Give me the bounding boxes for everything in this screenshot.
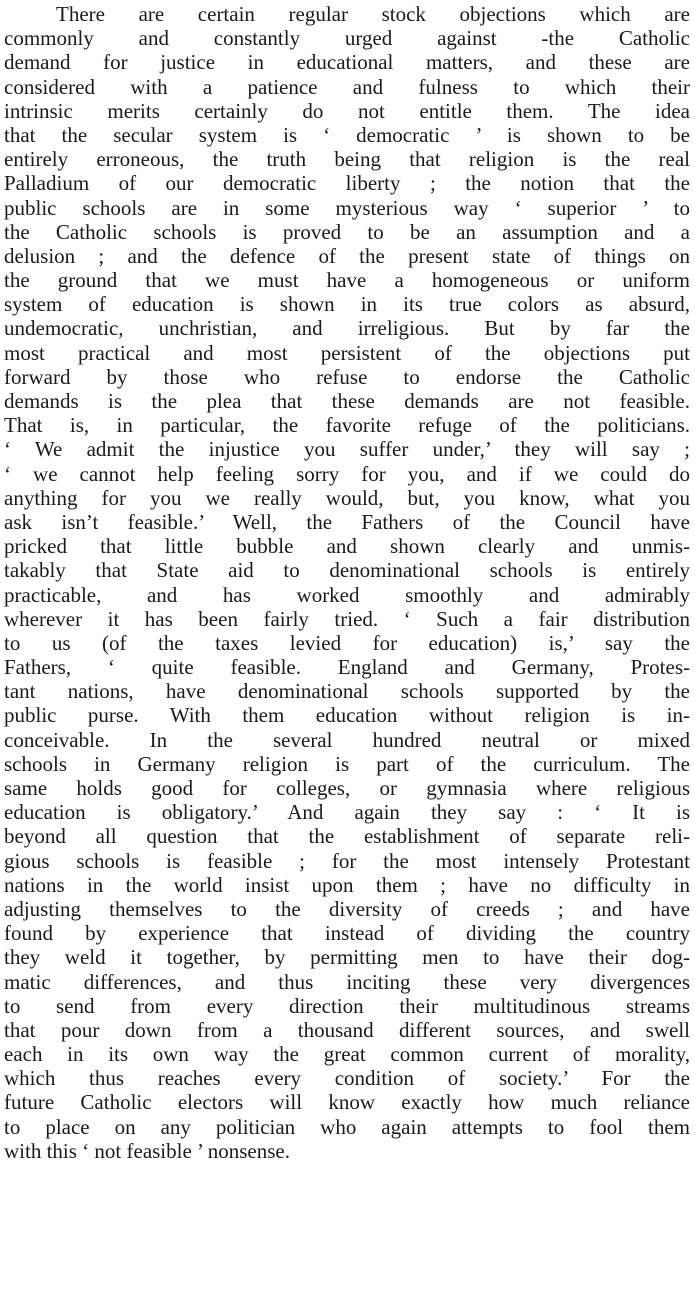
text-line-39: found by experience that instead of dividing the country — [4, 921, 690, 946]
text-line-30: public purse. With them education without religion is in- — [4, 703, 690, 728]
text-line-35: beyond all question that the establishment of separate reli- — [4, 824, 690, 849]
text-line-20: ‘ we cannot help feeling sorry for you, and if we could do — [4, 461, 690, 486]
text-line-1: There are certain regular stock objections which are — [56, 2, 690, 26]
article-text-column — [4, 2, 690, 1163]
text-line-9: public schools are in some mysterious way ‘ superior ’ to — [4, 195, 690, 220]
text-line-38: adjusting themselves to the diversity of creeds ; and have — [4, 896, 690, 921]
text-line-42: to send from every direction their multitudinous streams — [4, 993, 690, 1018]
text-line-6: that the secular system is ‘ democratic ’ is shown to be — [4, 122, 690, 147]
text-line-41: matic differences, and thus inciting these very divergences — [4, 969, 690, 994]
text-line-26: wherever it has been fairly tried. ‘ Such a fair distribution — [4, 606, 690, 631]
text-line-44: each in its own way the great common current of morality, — [4, 1042, 690, 1067]
text-line-12: the ground that we must have a homogeneous or uniform — [4, 268, 690, 293]
text-line-37: nations in the world insist upon them ; have no difficulty in — [4, 872, 690, 897]
text-line-5: intrinsic merits certainly do not entitle them. The idea — [4, 98, 690, 123]
text-line-40: they weld it together, by permitting men to have their dog- — [4, 945, 690, 970]
text-line-14: undemocratic, unchristian, and irreligious. But by far the — [4, 316, 690, 341]
text-line-48: with this ‘ not feasible ’ nonsense. — [4, 1138, 290, 1163]
text-line-2: commonly and constantly urged against -the Catholic — [4, 26, 690, 51]
text-line-36: gious schools is feasible ; for the most intensely Protestant — [4, 848, 690, 873]
text-line-7: entirely erroneous, the truth being that religion is the real — [4, 147, 690, 172]
text-line-10: the Catholic schools is proved to be an assumption and a — [4, 219, 690, 244]
text-line-47: to place on any politician who again attempts to fool them — [4, 1114, 690, 1139]
text-line-4: considered with a patience and fulness to which their — [4, 74, 690, 99]
text-line-22: ask isn’t feasible.’ Well, the Fathers of the Council have — [4, 509, 690, 534]
text-line-43: that pour down from a thousand different sources, and swell — [4, 1017, 690, 1042]
text-line-23: pricked that little bubble and shown clearly and unmis- — [4, 534, 690, 559]
text-line-8: Palladium of our democratic liberty ; the notion that the — [4, 171, 690, 196]
text-line-34: education is obligatory.’ And again they say : ‘ It is — [4, 800, 690, 825]
text-line-28: Fathers, ‘ quite feasible. England and Germany, Protes- — [4, 655, 690, 680]
text-line-13: system of education is shown in its true colors as absurd, — [4, 292, 690, 317]
text-line-45: which thus reaches every condition of society.’ For the — [4, 1066, 690, 1091]
text-line-46: future Catholic electors will know exactly how much reliance — [4, 1090, 690, 1115]
text-line-15: most practical and most persistent of the objections put — [4, 340, 690, 365]
text-line-3: demand for justice in educational matters, and these are — [4, 50, 690, 75]
text-line-21: anything for you we really would, but, you know, what you — [4, 485, 690, 510]
text-line-24: takably that State aid to denominational schools is entirely — [4, 558, 690, 583]
text-line-27: to us (of the taxes levied for education) is,’ say the — [4, 630, 690, 655]
text-line-17: demands is the plea that these demands are not feasible. — [4, 389, 690, 413]
text-line-19: ‘ We admit the injustice you suffer under,’ they will say ; — [4, 437, 690, 462]
text-line-33: same holds good for colleges, or gymnasia where religious — [4, 776, 690, 800]
text-line-25: practicable, and has worked smoothly and admirably — [4, 582, 690, 607]
text-line-29: tant nations, have denominational schools supported by the — [4, 679, 690, 704]
text-line-31: conceivable. In the several hundred neutral or mixed — [4, 727, 690, 752]
text-line-18: That is, in particular, the favorite refuge of the politicians. — [4, 413, 690, 438]
text-line-16: forward by those who refuse to endorse the Catholic — [4, 364, 690, 389]
text-line-11: delusion ; and the defence of the present state of things on — [4, 243, 690, 268]
text-line-32: schools in Germany religion is part of the curriculum. The — [4, 751, 690, 776]
